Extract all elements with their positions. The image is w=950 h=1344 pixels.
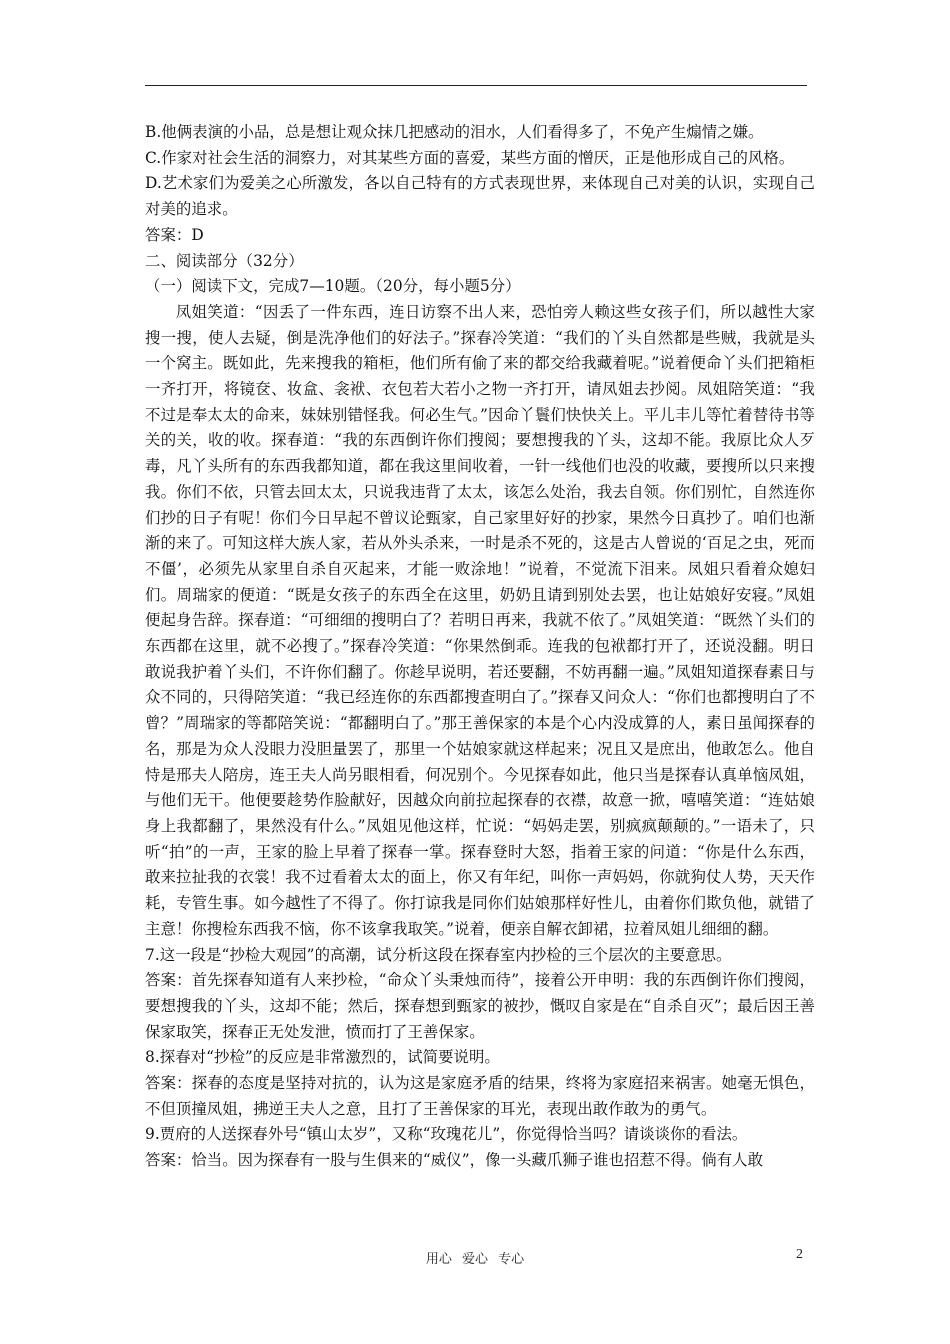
answer-6: 答案：D <box>145 225 204 244</box>
header-rule <box>145 85 807 86</box>
reading-passage: 凤姐笑道：“因丢了一件东西，连日访察不出人来，恐怕旁人赖这些女孩子们，所以越性大家搜一搜，使人去疑，倒是洗净他们的好法子。”探春冷笑道：“我们的丫头自然都是些贼，我就是头一个窝主。既如此，先来搜我的箱柜，他们所有偷了来的都交给我藏着呢。”说着便命丫头们把箱柜一齐打开，将镜奁、妆盒、衾袱、衣包若大若小之物一齐打开，请凤姐去抄阅。凤姐陪笑道：“我不过是奉太太的命来，妹妹别错怪我。何必生气。”因命丫鬟们快快关上。平儿丰儿等忙着替待书等关的关，收的收。探春道：“我的东西倒许你们搜阅；要想搜我的丫头，这却不能。我原比众人歹毒，凡丫头所有的东西我都知道，都在我这里间收着，一针一线他们也没的收藏，要搜所以只来搜我。你们不依，只管去回太太，只说我违背了太太，该怎么处治，我去自领。你们别忙，自然连你们抄的日子有呢！你们今日早起不曾议论甄家，自己家里好好的抄家，果然今日真抄了。咱们也渐渐的来了。可知这样大族人家，若从外头杀来，一时是杀不死的，这是古人曾说的‘百足之虫，死而不僵’，必须先从家里自杀自灭起来，才能一败涂地！”说着，不觉流下泪来。凤姐只看着众媳妇们。周瑞家的便道：“既是女孩子的东西全在这里，奶奶且请到别处去罢，也让姑娘好安寝。”凤姐便起身告辞。探春道：“可细细的搜明白了？若明日再来，我就不依了。”凤姐笑道：“既然丫头们的东西都在这里，就不必搜了。”探春冷笑道：“你果然倒乖。连我的包袱都打开了，还说没翻。明日敢说我护着丫头们，不许你们翻了。你趁早说明，若还要翻，不妨再翻一遍。”凤姐知道探春素日与众不同的，只得陪笑道：“我已经连你的东西都搜查明白了。”探春又问众人：“你们也都搜明白了不曾？”周瑞家的等都陪笑说：“都翻明白了。”那王善保家的本是个心内没成算的人，素日虽闻探春的名，那是为众人没眼力没胆量罢了，那里一个姑娘家就这样起来；况且又是庶出，他敢怎么。他自恃是邢夫人陪房，连王夫人尚另眼相看，何况别个。今见探春如此，他只当是探春认真单恼凤姐，与他们无干。他便要趁势作脸献好，因越众向前拉起探春的衣襟，故意一掀，嘻嘻笑道：“连姑娘身上我都翻了，果然没有什么。”凤姐见他这样，忙说：“妈妈走罢，别疯疯颠颠的。”一语未了，只听“拍”的一声，王家的脸上早着了探春一掌。探春登时大怒，指着王家的问道：“你是什么东西，敢来拉扯我的衣裳！我不过看着太太的面上，你又有年纪，叫你一声妈妈，你就狗仗人势，天天作耗，专管生事。如今越性了不得了。你打谅我是同你们姑娘那样好性儿，由着你们欺负他，就错了主意！你搜检东西我不恼，你不该拿我取笑。”说着，便亲自解衣卸裙，拉着凤姐儿细细的翻。 <box>145 302 815 938</box>
answer-9: 答案：恰当。因为探春有一股与生俱来的“威仪”，像一头藏爪狮子谁也招惹不得。倘有人敢 <box>145 1151 764 1170</box>
section-heading: 二、阅读部分（32分） <box>145 251 304 270</box>
answer-8: 答案：探春的态度是坚持对抗的，认为这是家庭矛盾的结果，终将为家庭招来祸害。她毫无惧色，不但顶撞凤姐，拂逆王夫人之意，且打了王善保家的耳光，表现出敢作敢为的勇气。 <box>145 1074 815 1118</box>
option-b: B.他俩表演的小品，总是想让观众抹几把感动的泪水，人们看得多了，不免产生煽情之嫌。 <box>145 123 764 141</box>
footer-motto: 用心 爱心 专心 <box>425 1252 525 1267</box>
option-c: C.作家对社会生活的洞察力，对其某些方面的喜爱，某些方面的憎厌，正是他形成自己的风格。 <box>145 148 795 167</box>
question-9: 9.贾府的人送探春外号“镇山太岁”，又称“玫瑰花儿”，你觉得恰当吗？请谈谈你的看法。 <box>145 1125 748 1144</box>
page-number: 2 <box>796 1247 803 1262</box>
answer-7: 答案：首先探春知道有人来抄检，“命众丫头秉烛而待”，接着公开申明：我的东西倒许你们搜阅，要想搜我的丫头，这却不能；然后，探春想到甄家的被抄，慨叹自家是在“自杀自灭”；最后因王善保家取笑，探春正无处发泄，愤而打了王善保家。 <box>145 971 815 1041</box>
option-d: D.艺术家们为爱美之心所激发，各以自己特有的方式表现世界，来体现自己对美的认识，实现自己对美的追求。 <box>145 174 815 219</box>
question-8: 8.探春对“抄检”的反应是非常激烈的，试简要说明。 <box>145 1048 500 1067</box>
document-body <box>145 120 815 1174</box>
question-7: 7.这一段是“抄检大观园”的高潮，试分析这段在探春室内抄检的三个层次的主要意思。 <box>145 945 732 964</box>
section-subheading: （一）阅读下文，完成7—10题。（20分，每小题5分） <box>145 277 521 296</box>
